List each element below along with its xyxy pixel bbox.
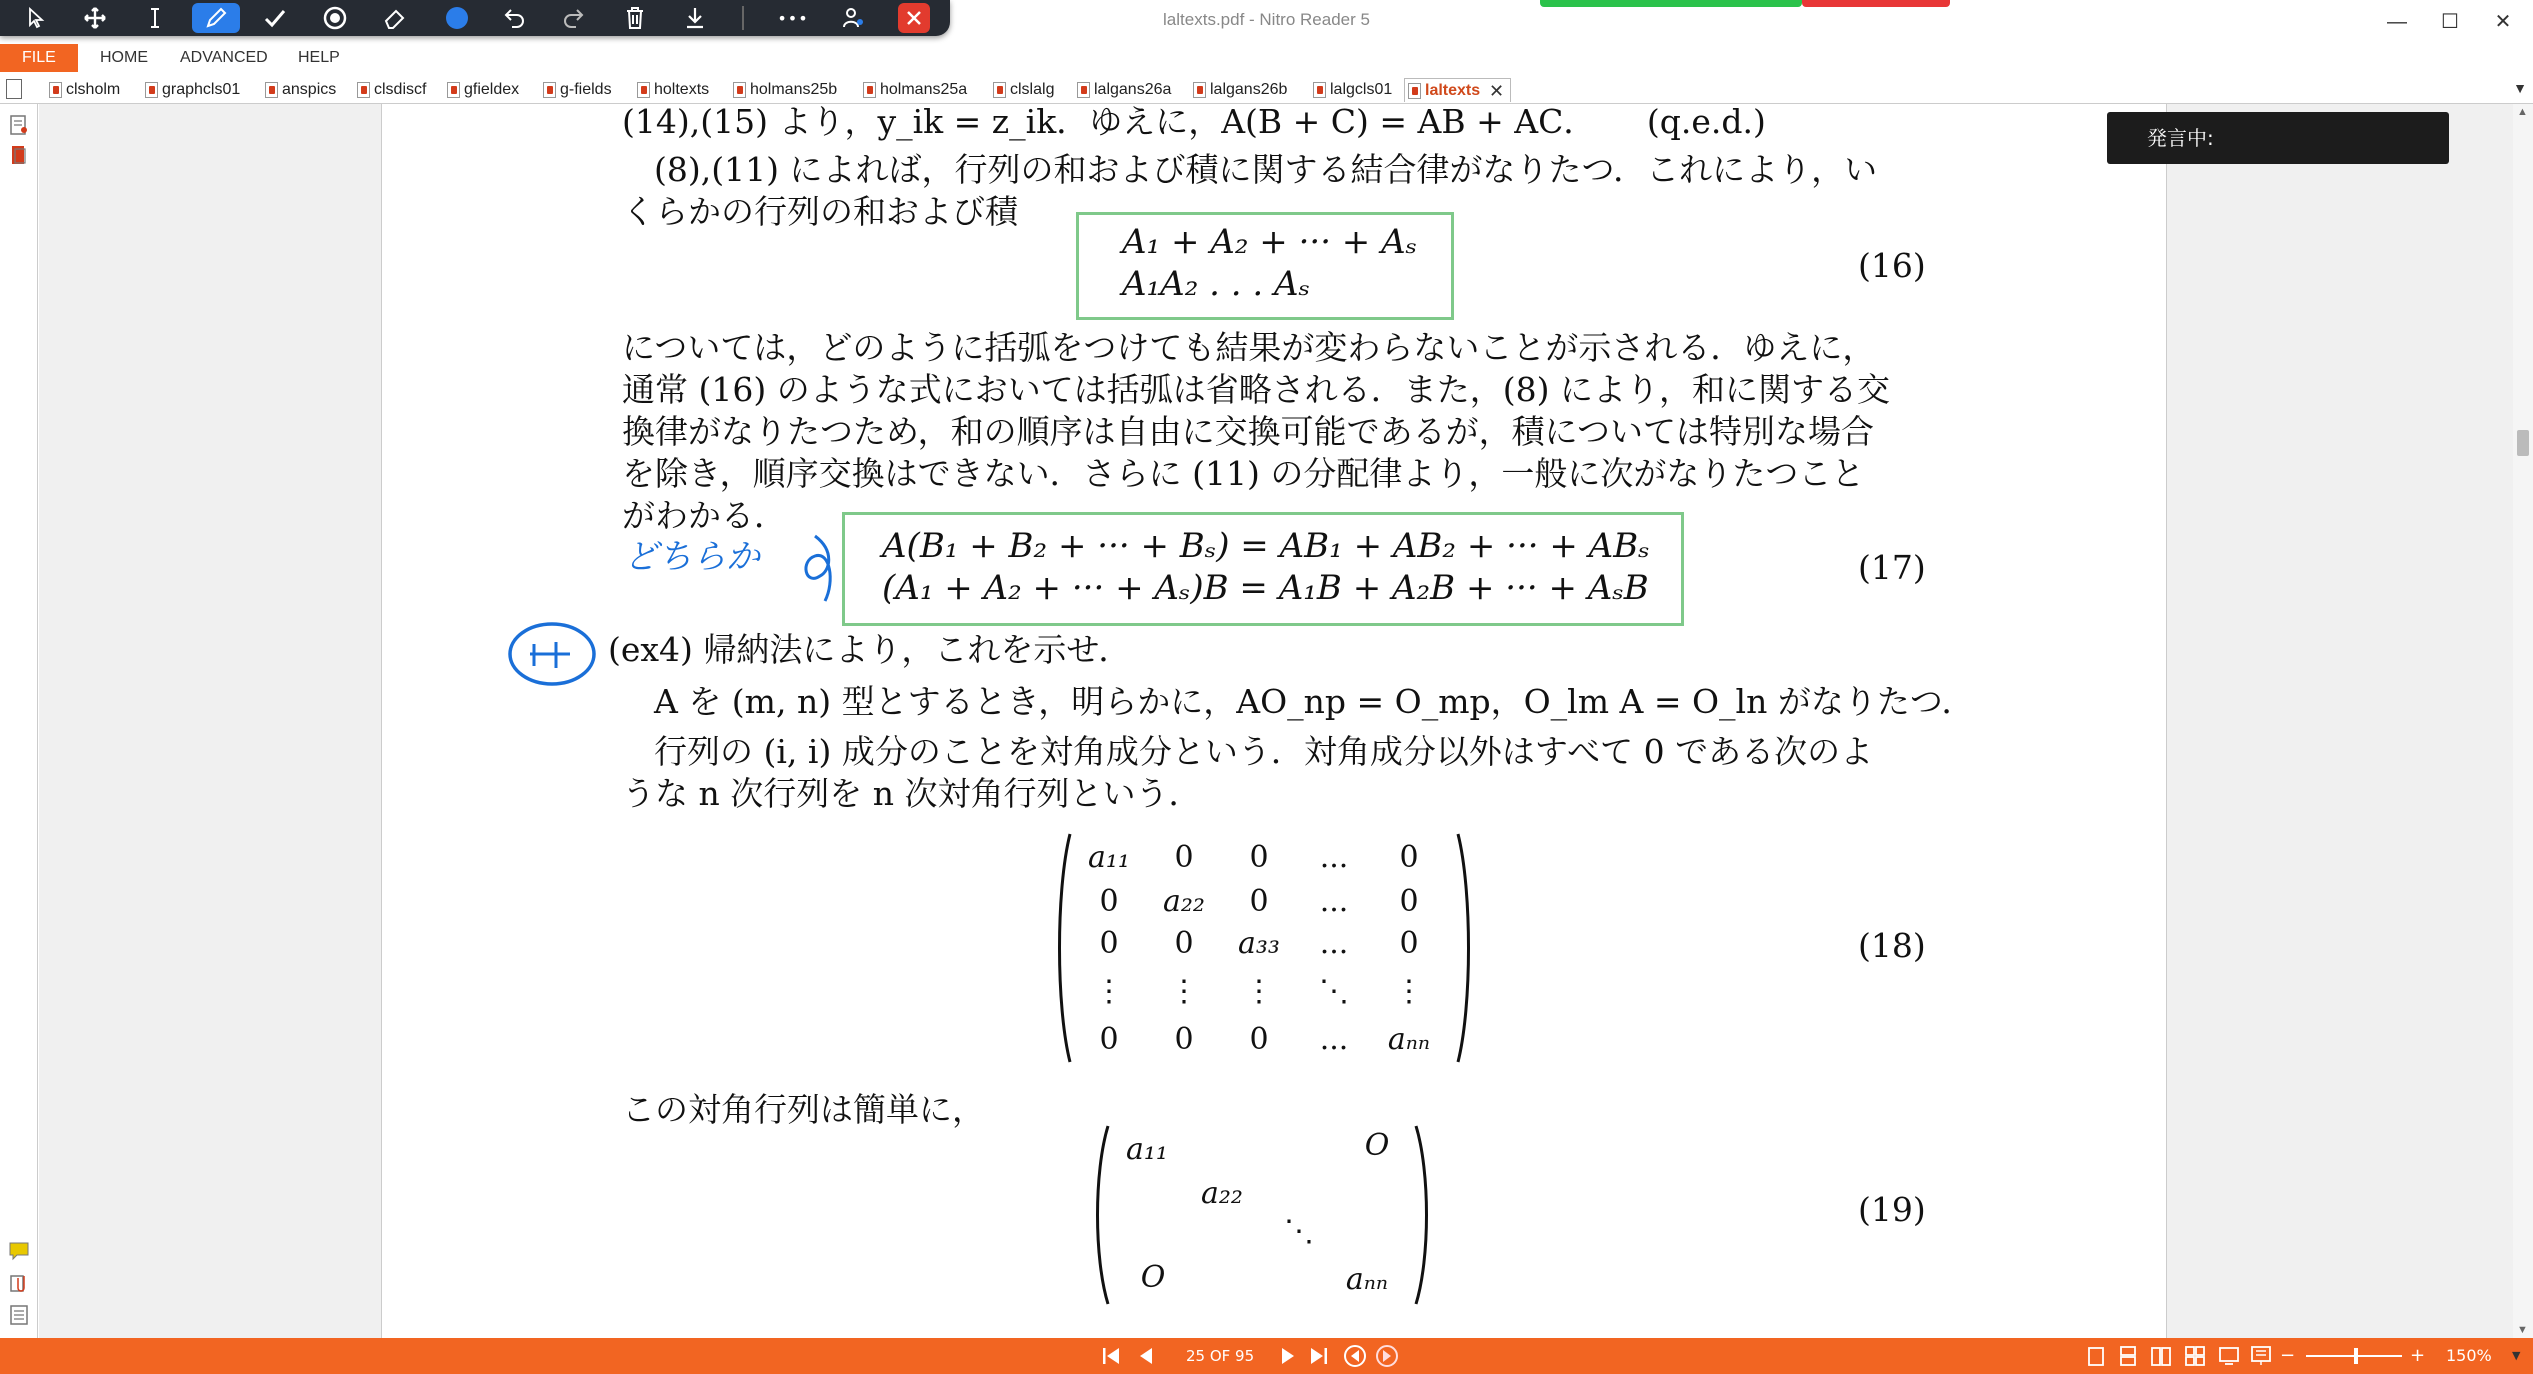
matrix-cell: a₂₂: [1163, 884, 1205, 919]
status-bar: [0, 1338, 2533, 1374]
left-paren: [1092, 1122, 1112, 1308]
redo-icon[interactable]: [556, 3, 590, 33]
pdf-file-icon: [265, 82, 278, 98]
ribbon-menu: [0, 44, 2533, 72]
tab-overflow-chevron-icon[interactable]: ▼: [2513, 80, 2527, 96]
trash-icon[interactable]: [618, 3, 652, 33]
matrix-cell: aₙₙ: [1387, 1022, 1431, 1057]
scroll-down-corner-icon[interactable]: ▼: [2512, 1349, 2521, 1362]
previous-view-icon[interactable]: [1342, 1338, 1368, 1374]
tab-label: laltexts: [1425, 82, 1481, 99]
equation-16-sum: A₁ + A₂ + ··· + Aₛ: [1122, 222, 1418, 262]
matrix-19: [1092, 1122, 1432, 1308]
tab-label: gfieldex: [464, 81, 520, 98]
bookmark-panel-icon[interactable]: [8, 114, 30, 136]
tab-holmans25a[interactable]: [860, 78, 967, 102]
tab-label: holtexts: [654, 81, 710, 98]
matrix-cell: 0: [1099, 884, 1119, 919]
maximize-button[interactable]: ☐: [2441, 11, 2459, 33]
first-page-icon[interactable]: [1100, 1338, 1122, 1374]
tab-g-fields[interactable]: [540, 78, 612, 102]
pdf-file-icon: [1408, 83, 1421, 99]
matrix-cell: ...: [1319, 884, 1349, 919]
pdf-file-icon: [1313, 82, 1326, 98]
handwritten-note-dochiraka: [620, 516, 840, 606]
zoom-level[interactable]: 150%: [2446, 1346, 2492, 1365]
matrix-cell: a₃₃: [1238, 926, 1280, 961]
window-title: laltexts.pdf - Nitro Reader 5: [1163, 10, 1370, 29]
next-page-icon[interactable]: [1280, 1338, 1298, 1374]
zoom-slider-thumb[interactable]: [2354, 1348, 2358, 1364]
tab-lalgcls01[interactable]: [1310, 78, 1392, 102]
pdf-page: [381, 104, 2167, 1338]
pdf-file-icon: [543, 82, 556, 98]
left-paren: [1054, 830, 1074, 1066]
output-panel-icon[interactable]: [8, 1304, 30, 1326]
matrix-cell: 0: [1249, 884, 1269, 919]
previous-page-icon[interactable]: [1136, 1338, 1154, 1374]
right-paren: [1454, 830, 1474, 1066]
tab-graphcls01[interactable]: [142, 78, 240, 102]
tab-label: lalgans26b: [1210, 81, 1288, 98]
full-screen-icon[interactable]: [2218, 1338, 2240, 1374]
matrix-cell: 0: [1399, 884, 1419, 919]
tab-label: clsdiscf: [374, 81, 427, 98]
zoom-out-button[interactable]: −: [2280, 1345, 2296, 1366]
pen-icon[interactable]: [192, 3, 240, 33]
tab-label: holmans25b: [750, 81, 838, 98]
paragraph-zero-matrix: A を (m, n) 型とするとき，明らかに，AO_np = O_mp，O_lm A = O_ln がなりたつ．: [654, 682, 1975, 721]
tab-label: lalgans26a: [1094, 81, 1172, 98]
matrix-cell: 0: [1174, 840, 1194, 875]
vertical-scrollbar[interactable]: [2513, 104, 2533, 1338]
pdf-file-icon: [733, 82, 746, 98]
undo-icon[interactable]: [498, 3, 532, 33]
matrix-cell: 0: [1399, 926, 1419, 961]
matrix-cell: aₙₙ: [1345, 1262, 1389, 1297]
matrix-cell: 0: [1099, 1022, 1119, 1057]
eraser-icon[interactable]: [378, 3, 412, 33]
right-paren: [1412, 1122, 1432, 1308]
tab-label: anspics: [282, 81, 337, 98]
tab-anspics[interactable]: [262, 78, 336, 102]
zoom-in-button[interactable]: +: [2410, 1345, 2426, 1366]
paragraph-diagonal-2: うな n 次行列を n 次対角行列という．: [622, 774, 1202, 813]
download-icon[interactable]: [678, 3, 712, 33]
matrix-cell: ⋮: [1094, 974, 1124, 1009]
paragraph-associative: (8),(11) によれば，行列の和および積に関する結合律がなりたつ．これにより，い: [654, 150, 1878, 189]
matrix-cell: ⋱: [1319, 974, 1349, 1009]
paragraph-diagonal-1: 行列の (i, i) 成分のことを対角成分という．対角成分以外はすべて 0 である次のよ: [654, 732, 1874, 771]
tab-clsholm[interactable]: [46, 78, 120, 102]
matrix-cell: 0: [1174, 926, 1194, 961]
pdf-file-icon: [49, 82, 62, 98]
menu-file[interactable]: FILE: [0, 44, 78, 72]
page-indicator[interactable]: 25 OF 95: [1186, 1347, 1255, 1365]
matrix-cell: 0: [1399, 840, 1419, 875]
facing-view-icon[interactable]: [2150, 1338, 2172, 1374]
select-icon[interactable]: [20, 3, 54, 33]
attachments-panel-icon[interactable]: [8, 1272, 30, 1294]
text-line-qed: [622, 104, 1766, 143]
progress-strip-green: [1540, 0, 1802, 7]
tab-laltexts[interactable]: [1404, 78, 1511, 102]
equation-number-16: (16): [1858, 246, 1926, 285]
matrix-cell: ⋮: [1244, 974, 1274, 1009]
comments-panel-icon[interactable]: [8, 1240, 30, 1262]
matrix-cell: ...: [1319, 1022, 1349, 1057]
handwritten-circle-mark: [504, 614, 604, 694]
document-tab-bar: [0, 74, 2533, 104]
pdf-file-icon: [993, 82, 1006, 98]
tab-label: clslalg: [1010, 81, 1055, 98]
minimize-button[interactable]: —: [2387, 11, 2407, 33]
matrix-cell: 0: [1249, 840, 1269, 875]
menu-home[interactable]: HOME: [100, 49, 148, 66]
pdf-file-icon: [447, 82, 460, 98]
last-page-icon[interactable]: [1308, 1338, 1330, 1374]
next-view-icon[interactable]: [1374, 1338, 1400, 1374]
matrix-cell: ⋮: [1169, 974, 1199, 1009]
annotation-toolbar: [0, 0, 950, 36]
tab-label: graphcls01: [162, 81, 241, 98]
paragraph-parentheses-4: を除き，順序交換はできない．さらに (11) の分配律より，一般に次がなりたつこと: [622, 454, 1865, 493]
check-icon[interactable]: [258, 3, 292, 33]
tab-label: lalgcls01: [1330, 81, 1393, 98]
matrix-cell: ⋮: [1394, 974, 1424, 1009]
record-icon[interactable]: [318, 3, 352, 33]
tab-holtexts[interactable]: [634, 78, 709, 102]
matrix-cell: a₁₁: [1088, 840, 1130, 875]
tab-gfieldex[interactable]: [444, 78, 519, 102]
matrix-cell: ...: [1319, 926, 1349, 961]
paragraph-diagonal-shorthand: この対角行列は簡単に，: [622, 1090, 985, 1129]
equation-16-product: A₁A₂ . . . Aₛ: [1122, 264, 1311, 304]
matrix-cell: a₁₁: [1126, 1132, 1168, 1167]
text-cursor-icon[interactable]: [138, 3, 172, 33]
paragraph-parentheses-5: がわかる．: [622, 496, 787, 535]
document-list-icon[interactable]: [6, 79, 22, 99]
progress-strip-red: [1802, 0, 1950, 7]
text-line-14-15: (14),(15) より，y_ik = z_ik．ゆえに，A(B + C) = AB + AC．: [622, 104, 1597, 141]
pdf-file-icon: [1077, 82, 1090, 98]
paragraph-parentheses-3: 換律がなりたつため，和の順序は自由に交換可能であるが，積については特別な場合: [622, 412, 1875, 451]
pdf-file-icon: [863, 82, 876, 98]
color-dot-icon[interactable]: [440, 3, 474, 33]
left-side-panel: [0, 104, 38, 1338]
exercise-4: (ex4) 帰納法により，これを示せ．: [608, 630, 1132, 669]
scrollbar-thumb[interactable]: [2517, 430, 2529, 456]
pan-icon[interactable]: [78, 3, 112, 33]
toolbar-divider: [742, 6, 744, 30]
matrix-cell: O: [1364, 1128, 1390, 1163]
pages-panel-icon[interactable]: [8, 144, 30, 166]
speaking-indicator: 発言中:: [2107, 112, 2449, 164]
menu-advanced[interactable]: ADVANCED: [180, 49, 268, 66]
pdf-file-icon: [357, 82, 370, 98]
tab-lalgans26b[interactable]: [1190, 78, 1287, 102]
matrix-cell: O: [1140, 1260, 1166, 1295]
tab-close-icon[interactable]: ✕: [1489, 81, 1505, 101]
single-page-view-icon[interactable]: [2086, 1338, 2106, 1374]
zoom-slider[interactable]: [2306, 1355, 2402, 1357]
qed-label: (q.e.d.): [1646, 104, 1766, 141]
tab-holmans25b[interactable]: [730, 78, 837, 102]
tab-label: g-fields: [560, 81, 612, 98]
tab-label: clsholm: [66, 81, 121, 98]
close-icon[interactable]: [898, 3, 930, 33]
pdf-file-icon: [637, 82, 650, 98]
matrix-18: [1054, 830, 1474, 1066]
tab-clsdiscf[interactable]: [354, 78, 426, 102]
matrix-cell: 0: [1249, 1022, 1269, 1057]
equation-number-18: (18): [1858, 926, 1926, 965]
document-viewport[interactable]: [39, 104, 2513, 1338]
scroll-up-arrow-icon[interactable]: ▲: [2517, 106, 2528, 118]
handwriting-text: どちらか: [624, 537, 760, 577]
tab-lalgans26a[interactable]: [1074, 78, 1171, 102]
paragraph-associative-cont: くらかの行列の和および積: [622, 192, 1018, 231]
equation-number-17: (17): [1858, 548, 1926, 587]
pdf-file-icon: [145, 82, 158, 98]
person-icon[interactable]: [836, 3, 870, 33]
equation-number-19: (19): [1858, 1190, 1926, 1229]
tab-label: holmans25a: [880, 81, 968, 98]
more-icon[interactable]: •••: [777, 8, 809, 28]
scroll-down-arrow-icon[interactable]: ▼: [2517, 1324, 2528, 1336]
facing-continuous-view-icon[interactable]: [2184, 1338, 2206, 1374]
equation-17-left-distributive: A(B₁ + B₂ + ··· + Bₛ) = AB₁ + AB₂ + ··· + ABₛ: [882, 526, 1650, 566]
matrix-cell: 0: [1174, 1022, 1194, 1057]
menu-help[interactable]: HELP: [298, 49, 340, 66]
paragraph-parentheses-1: については，どのように括弧をつけても結果が変わらないことが示される．ゆえに，: [622, 328, 1876, 367]
presentation-view-icon[interactable]: [2250, 1338, 2272, 1374]
equation-17-right-distributive: (A₁ + A₂ + ··· + Aₛ)B = A₁B + A₂B + ··· + AₛB: [882, 568, 1649, 608]
window-close-button[interactable]: ✕: [2494, 11, 2512, 33]
continuous-view-icon[interactable]: [2118, 1338, 2138, 1374]
matrix-cell: 0: [1099, 926, 1119, 961]
tab-clslalg[interactable]: [990, 78, 1054, 102]
matrix-cell: ⋱: [1284, 1214, 1314, 1249]
matrix-cell: a₂₂: [1201, 1176, 1243, 1211]
paragraph-parentheses-2: 通常 (16) のような式においては括弧は省略される．また，(8) により，和に関する交: [622, 370, 1890, 409]
pdf-file-icon: [1193, 82, 1206, 98]
matrix-cell: ...: [1319, 840, 1349, 875]
